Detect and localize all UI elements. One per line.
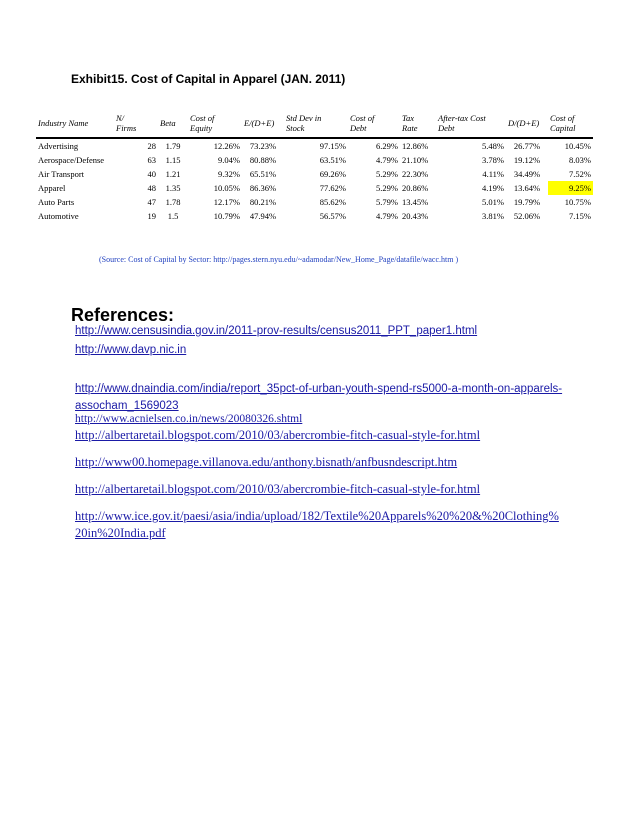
col-header: Cost of Capital [548,110,593,138]
table-cell: 12.17% [213,197,240,207]
cost-of-capital-table-wrap [36,110,593,223]
table-cell: 48 [147,183,156,193]
references-heading: References: [71,305,175,325]
table-cell: 4.79% [376,211,398,221]
reference-link-ice[interactable]: http://www.ice.gov.it/paesi/asia/india/upload/182/Textile%20Apparels%20%20&%20Clothing% [75,509,559,523]
table-cell: 19.79% [513,197,541,207]
col-header: N/ Firms [114,110,158,138]
table-cell: 69.26% [319,169,346,179]
table-cell: 19 [147,211,156,221]
table-cell: 56.57% [319,211,346,221]
table-cell: 80.21% [249,197,277,207]
industry-cell: Air Transport [38,169,85,179]
table-cell: 7.52% [569,169,591,179]
table-row [36,209,593,223]
table-cell: 1.5 [167,211,179,221]
col-header: E/(D+E) [242,110,284,138]
table-cell: 4.79% [376,155,398,165]
source-note: (Source: Cost of Capital by Sector: http://pages.stern.nyu.edu/~adamodar/New_Home_Page/datafile/wacc.htm ) [99,255,459,264]
reference-link-villanova[interactable]: http://www00.homepage.villanova.edu/anthony.bisnath/anfbusndescript.htm [75,455,458,469]
table-cell: 5.48% [482,141,504,151]
table-cell: 85.62% [319,197,346,207]
table-cell: 7.15% [569,211,591,221]
table-cell: 12.86% [402,141,429,151]
reference-link-censusindia[interactable]: http://www.censusindia.gov.in/2011-prov-results/census2011_PPT_paper1.html [75,325,478,337]
col-header: Industry Name [36,110,114,138]
reference-link-albertaretail[interactable]: http://albertaretail.blogspot.com/2010/03/abercrombie-fitch-casual-style-for.html [75,428,481,442]
table-cell: 80.88% [249,155,277,165]
table-header-row [36,110,593,138]
col-header: Cost of Equity [188,110,242,138]
col-header: D/(D+E) [506,110,548,138]
industry-cell: Apparel [38,183,66,193]
table-cell: 8.03% [569,155,591,165]
table-cell: 1.21 [165,169,181,179]
cost-of-capital-table [36,110,593,223]
industry-cell: Auto Parts [38,197,75,207]
col-header: After-tax Cost Debt [436,110,506,138]
table-cell: 77.62% [319,183,346,193]
table-cell: 13.45% [402,197,429,207]
table-cell: 65.51% [249,169,277,179]
table-cell: 1.15 [165,155,181,165]
industry-cell: Aerospace/Defense [38,155,105,165]
table-cell: 12.26% [213,141,240,151]
table-cell: 47.94% [249,211,277,221]
table-cell: 5.29% [376,183,398,193]
table-cell: 52.06% [513,211,541,221]
table-cell: 20.86% [402,183,429,193]
table-cell: 3.78% [482,155,504,165]
exhibit-title: Exhibit15. Cost of Capital in Apparel (JAN. 2011) [71,72,346,86]
table-cell: 10.45% [564,141,591,151]
table-cell: 6.29% [376,141,398,151]
table-cell: 10.79% [213,211,240,221]
table-row [36,167,593,181]
table-cell: 20.43% [402,211,429,221]
table-cell: 10.75% [564,197,591,207]
industry-cell: Advertising [38,141,79,151]
reference-link-albertaretail-2[interactable]: http://albertaretail.blogspot.com/2010/03/abercrombie-fitch-casual-style-for.html [75,482,481,496]
table-cell: 4.19% [482,183,504,193]
col-header: Tax Rate [400,110,436,138]
industry-cell: Automotive [38,211,79,221]
table-cell: 97.15% [319,141,346,151]
table-cell: 86.36% [249,183,277,193]
table-row [36,153,593,167]
table-cell: 5.79% [376,197,398,207]
table-cell: 9.04% [218,155,240,165]
table-cell: 19.12% [513,155,541,165]
table-cell: 9.32% [218,169,240,179]
table-cell: 63.51% [319,155,346,165]
table-cell: 40 [147,169,156,179]
table-cell: 3.81% [482,211,504,221]
reference-link-dnaindia[interactable]: http://www.dnaindia.com/india/report_35pct-of-urban-youth-spend-rs5000-a-month-on-apparels- [75,383,563,395]
table-row [36,138,593,153]
highlighted-cost-of-capital-cell: 9.25% [548,181,593,195]
table-row-apparel [36,181,593,195]
table-cell: 5.29% [376,169,398,179]
table-cell: 1.35 [165,183,181,193]
reference-link-dnaindia-cont[interactable]: assocham_1569023 [75,400,179,412]
table-cell: 10.05% [213,183,240,193]
table-cell: 73.23% [249,141,277,151]
table-cell: 21.10% [402,155,429,165]
table-cell: 47 [147,197,156,207]
table-cell: 1.78 [165,197,181,207]
reference-link-davp[interactable]: http://www.davp.nic.in [75,344,187,356]
table-cell: 5.01% [482,197,504,207]
table-cell: 22.30% [402,169,429,179]
table-cell: 26.77% [513,141,541,151]
table-cell: 28 [147,141,156,151]
table-cell: 1.79 [165,141,181,151]
table-cell: 63 [147,155,156,165]
col-header: Cost of Debt [348,110,400,138]
table-cell: 34.49% [513,169,541,179]
reference-link-ice-cont[interactable]: 20in%20India.pdf [75,526,166,540]
table-cell: 4.11% [482,169,504,179]
table-row [36,195,593,209]
table-cell: 13.64% [513,183,541,193]
reference-link-acnielsen[interactable]: http://www.acnielsen.co.in/news/20080326.shtml [75,413,303,425]
col-header: Std Dev in Stock [284,110,348,138]
col-header: Beta [158,110,188,138]
